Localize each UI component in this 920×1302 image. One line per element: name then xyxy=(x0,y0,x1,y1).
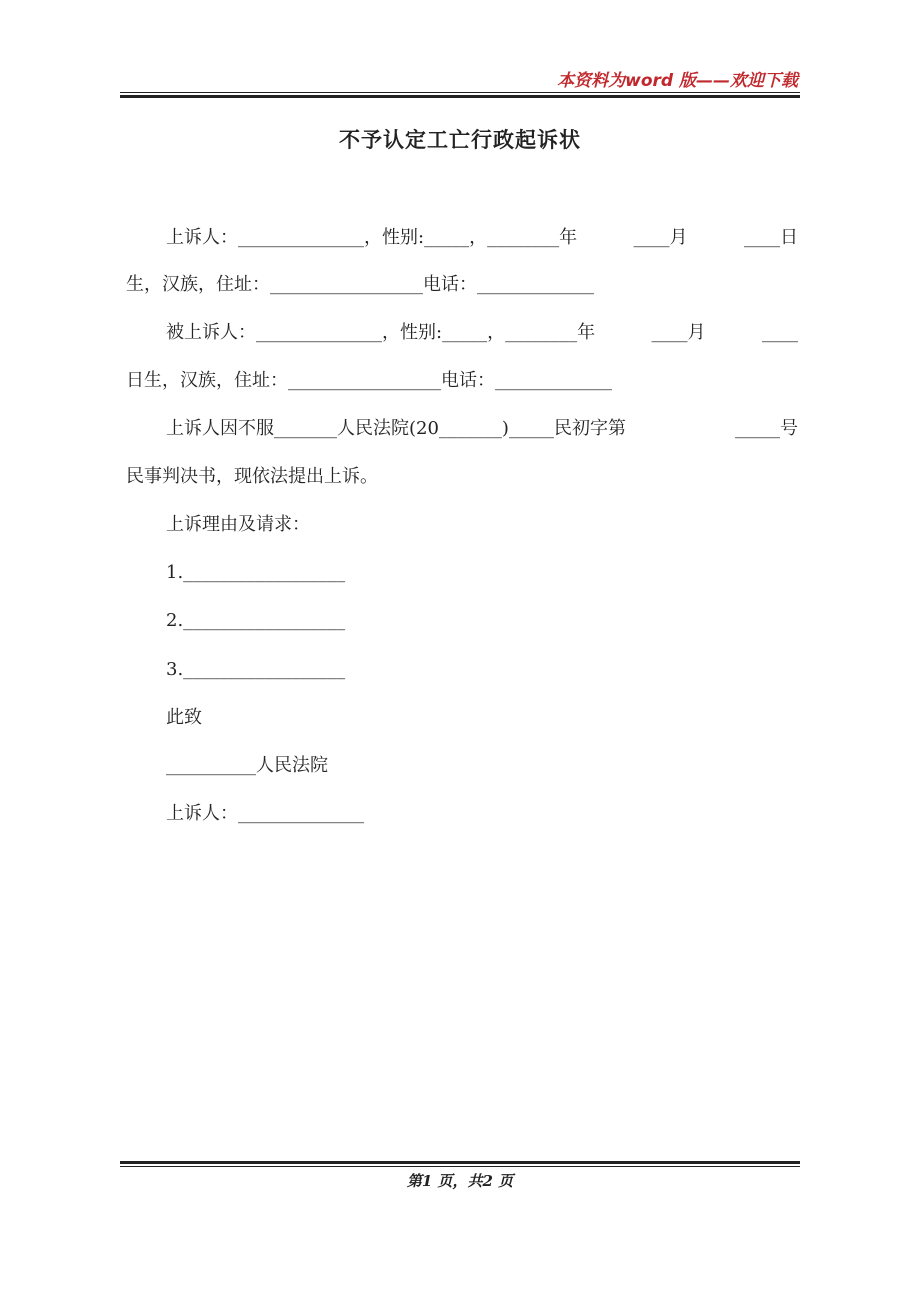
appellee-line-1-part-a: 被上诉人：______________，性别:_____，________年 xyxy=(166,322,596,343)
reason-line-1 xyxy=(166,417,798,441)
court-addressee: __________人民法院 xyxy=(166,755,328,776)
requests-heading: 上诉理由及请求： xyxy=(166,514,310,535)
request-item-1: 1.__________________ xyxy=(166,562,346,583)
request-item-2: 2.__________________ xyxy=(166,610,346,631)
appellee-line-1-part-c: ____ xyxy=(761,322,798,343)
closing-text: 此致 xyxy=(166,707,202,728)
appellant-line-2: 生，汉族，住址：_________________电话：_____________ xyxy=(126,274,594,295)
request-item-3: 3.__________________ xyxy=(166,659,346,680)
header-banner-text: 本资料为word 版——欢迎下载 xyxy=(557,71,798,91)
signature-line: 上诉人：______________ xyxy=(166,803,364,824)
appellee-line-2: 日生，汉族，住址：_________________电话：_____________ xyxy=(126,370,612,391)
document-title: 不予认定工亡行政起诉状 xyxy=(339,127,581,152)
appellee-line-1 xyxy=(166,321,798,345)
appellant-line-1-part-c: ____日 xyxy=(743,227,798,248)
appellant-line-1-part-a: 上诉人：______________，性别:_____，________年 xyxy=(166,227,578,248)
reason-line-2: 民事判决书，现依法提出上诉。 xyxy=(126,466,378,487)
header-rule-thick xyxy=(120,95,800,98)
header-rule-thin xyxy=(120,92,800,93)
appellant-line-1-part-b: ____月 xyxy=(633,227,688,248)
footer-rule-thick xyxy=(120,1161,800,1164)
appellee-line-1-part-b: ____月 xyxy=(651,322,706,343)
reason-line-1-part-b: _____号 xyxy=(735,418,798,439)
appellant-line-1 xyxy=(166,226,798,250)
reason-line-1-part-a: 上诉人因不服_______人民法院(20_______)_____民初字第 xyxy=(166,418,626,439)
page-number: 第1 页，共2 页 xyxy=(406,1172,514,1190)
footer-rule-thin xyxy=(120,1166,800,1167)
